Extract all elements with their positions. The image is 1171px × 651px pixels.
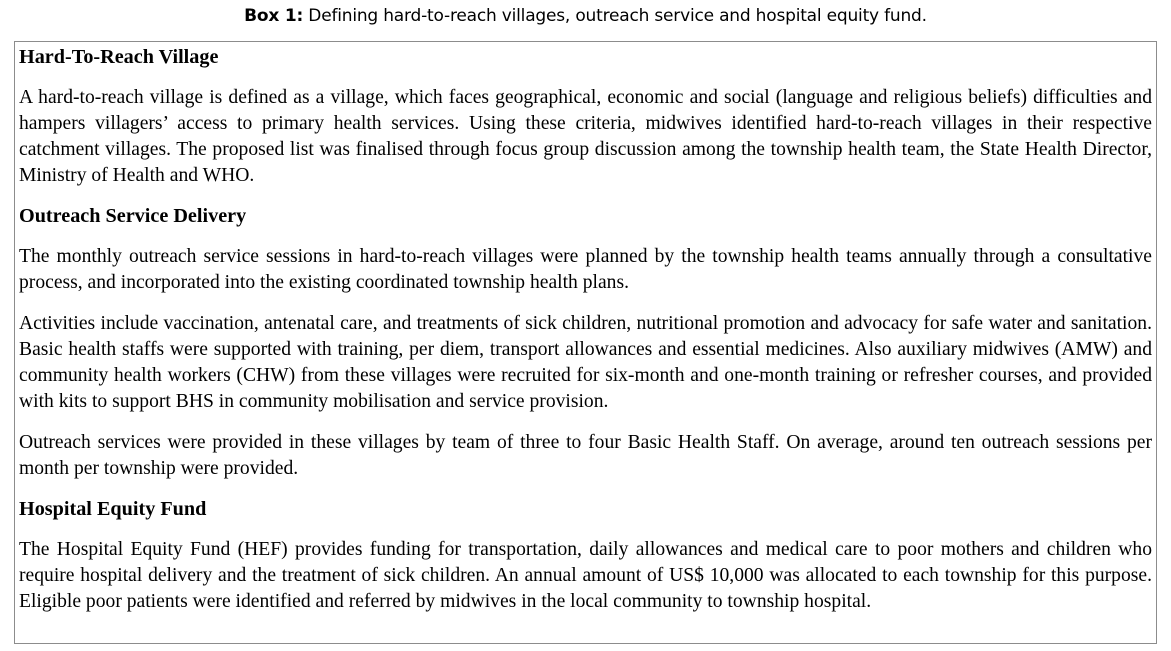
paragraph-hard-to-reach-definition: A hard-to-reach village is defined as a village, which faces geographical, economic and social (language and religious beliefs) difficulties and hampers villagers’ access to primary health services. Using these criteria, midwives identified hard-to-reach villages in their respective catchment villages. The proposed list was finalised through focus group discussion among the township health team, the State Health Director, Ministry of Health and WHO. <box>19 87 1152 186</box>
box-caption <box>0 5 1171 27</box>
box-caption-text: Defining hard-to-reach villages, outreach service and hospital equity fund. <box>303 6 927 26</box>
paragraph-outreach-planning: The monthly outreach service sessions in hard-to-reach villages were planned by the township health teams annually through a consultative process, and incorporated into the existing coordinated township health plans. <box>19 246 1152 293</box>
section-heading-outreach-service-delivery: Outreach Service Delivery <box>19 205 247 227</box>
paragraph-outreach-activities: Activities include vaccination, antenatal care, and treatments of sick children, nutritional promotion and advocacy for safe water and sanitation. Basic health staffs were supported with training, per diem, transport allowances and essential medicines. Also auxiliary midwives (AMW) and community health workers (CHW) from these villages were recruited for six-month and one-month training or refresher courses, and provided with kits to support BHS in community mobilisation and service provision. <box>19 313 1152 412</box>
box-content <box>14 41 1157 644</box>
section-heading-hard-to-reach-village: Hard-To-Reach Village <box>19 46 219 68</box>
box-caption-label: Box 1: <box>244 6 304 26</box>
section-heading-hospital-equity-fund: Hospital Equity Fund <box>19 498 207 520</box>
paragraph-outreach-provision: Outreach services were provided in these villages by team of three to four Basic Health Staff. On average, around ten outreach sessions per month per township were provided. <box>19 432 1152 479</box>
paragraph-hospital-equity-fund: The Hospital Equity Fund (HEF) provides funding for transportation, daily allowances and medical care to poor mothers and children who require hospital delivery and the treatment of sick children. An annual amount of US$ 10,000 was allocated to each township for this purpose. Eligible poor patients were identified and referred by midwives in the local community to township hospital. <box>19 539 1152 612</box>
